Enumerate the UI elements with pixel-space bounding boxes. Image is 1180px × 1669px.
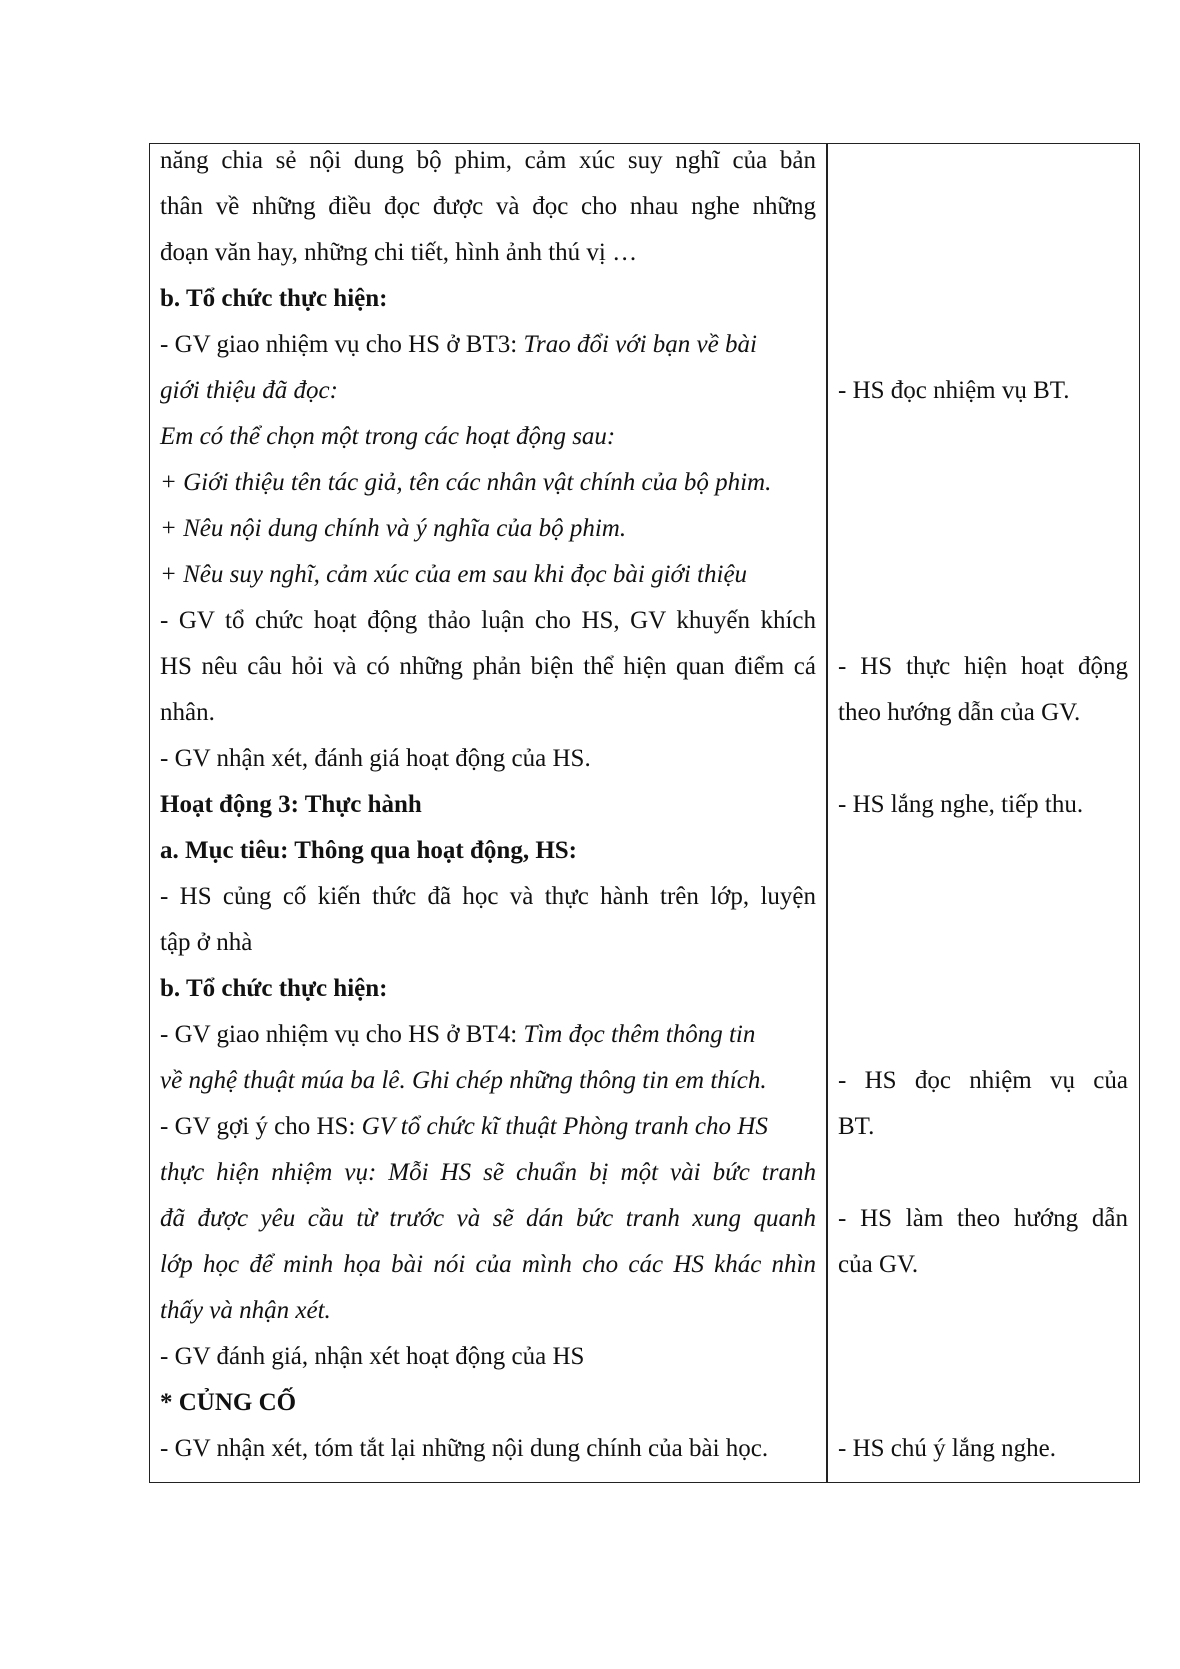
text-line: - GV gợi ý cho HS: GV tổ chức kĩ thuật Phòng tranh cho HS <box>160 1113 768 1140</box>
column-divider <box>826 143 828 1483</box>
text-line: nhân. <box>160 699 215 726</box>
text-line: - GV nhận xét, tóm tắt lại những nội dung chính của bài học. <box>160 1435 769 1462</box>
text-line: HS nêu câu hỏi và có những phản biện thể hiện quan điểm cá <box>160 653 816 680</box>
student-activity: của GV. <box>838 1251 919 1278</box>
student-activity: BT. <box>838 1113 875 1140</box>
text-line: đã được yêu cầu từ trước và sẽ dán bức tranh xung quanh <box>160 1205 816 1232</box>
text-line: Em có thể chọn một trong các hoạt động sau: <box>160 423 616 450</box>
text-line: - GV tổ chức hoạt động thảo luận cho HS, GV khuyến khích <box>160 607 816 634</box>
text-line: - GV giao nhiệm vụ cho HS ở BT3: Trao đổi với bạn về bài <box>160 331 757 358</box>
section-heading: b. Tổ chức thực hiện: <box>160 285 388 312</box>
student-activity: - HS thực hiện hoạt động <box>838 653 1128 680</box>
section-heading: b. Tổ chức thực hiện: <box>160 975 388 1002</box>
student-activity: - HS đọc nhiệm vụ BT. <box>838 377 1070 404</box>
text-line: đoạn văn hay, những chi tiết, hình ảnh thú vị … <box>160 239 638 266</box>
text-line: tập ở nhà <box>160 929 253 956</box>
text-line: - HS củng cố kiến thức đã học và thực hành trên lớp, luyện <box>160 883 816 910</box>
text-line: năng chia sẻ nội dung bộ phim, cảm xúc suy nghĩ của bản <box>160 147 816 174</box>
student-activity: - HS đọc nhiệm vụ của <box>838 1067 1128 1094</box>
text-line: - GV giao nhiệm vụ cho HS ở BT4: Tìm đọc thêm thông tin <box>160 1021 756 1048</box>
section-heading: * CỦNG CỐ <box>160 1389 297 1416</box>
student-activity: - HS làm theo hướng dẫn <box>838 1205 1128 1232</box>
text-line: lớp học để minh họa bài nói của mình cho các HS khác nhìn <box>160 1251 816 1278</box>
text-line: thấy và nhận xét. <box>160 1297 331 1324</box>
text-line: + Nêu nội dung chính và ý nghĩa của bộ phim. <box>160 515 627 542</box>
text-line: - GV nhận xét, đánh giá hoạt động của HS. <box>160 745 591 772</box>
section-heading: a. Mục tiêu: Thông qua hoạt động, HS: <box>160 837 577 864</box>
text-line: thân về những điều đọc được và đọc cho nhau nghe những <box>160 193 816 220</box>
text-line: + Giới thiệu tên tác giả, tên các nhân vật chính của bộ phim. <box>160 469 772 496</box>
text-line: thực hiện nhiệm vụ: Mỗi HS sẽ chuẩn bị một vài bức tranh <box>160 1159 816 1186</box>
activity-heading: Hoạt động 3: Thực hành <box>160 791 422 818</box>
student-activity: theo hướng dẫn của GV. <box>838 699 1081 726</box>
text-line: về nghệ thuật múa ba lê. Ghi chép những thông tin em thích. <box>160 1067 767 1094</box>
text-line: + Nêu suy nghĩ, cảm xúc của em sau khi đọc bài giới thiệu <box>160 561 748 588</box>
text-line: giới thiệu đã đọc: <box>160 377 338 404</box>
student-activity: - HS chú ý lắng nghe. <box>838 1435 1057 1462</box>
text-line: - GV đánh giá, nhận xét hoạt động của HS <box>160 1343 585 1370</box>
student-activity: - HS lắng nghe, tiếp thu. <box>838 791 1084 818</box>
